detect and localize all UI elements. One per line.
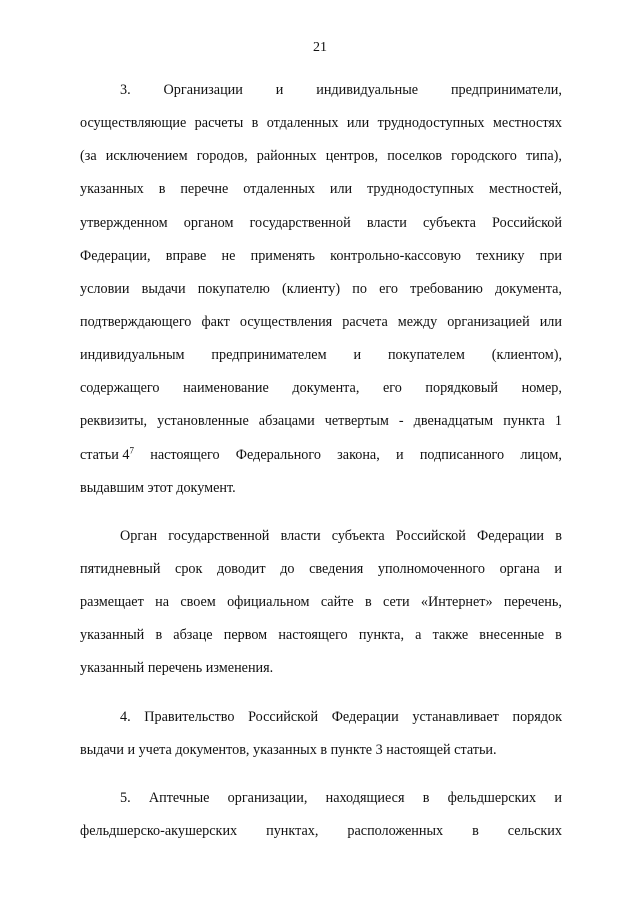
word: номер,	[521, 380, 562, 397]
word: пункта,	[358, 627, 405, 644]
word: 4.	[120, 708, 131, 725]
word: документа,	[494, 280, 562, 297]
word: в	[472, 822, 479, 839]
word: (клиентом),	[491, 347, 562, 364]
word: (клиенту)	[282, 280, 341, 297]
page-number: 21	[313, 40, 327, 55]
text-line	[80, 74, 562, 107]
text-line	[80, 701, 562, 734]
word: Российской	[248, 708, 319, 725]
word: власти	[366, 214, 407, 231]
word: в	[555, 627, 562, 644]
word: наименование	[183, 380, 269, 397]
text-line: выдачи и учета документов, указанных в пункте 3 настоящей статьи.	[80, 741, 497, 758]
word: 5.	[120, 789, 131, 806]
word: до	[280, 560, 295, 577]
word: покупателю	[197, 280, 270, 297]
word: и	[396, 446, 404, 463]
word: отдаленных	[243, 181, 315, 198]
body-text	[80, 74, 562, 848]
word: перечне	[180, 181, 229, 198]
word: применять	[250, 247, 315, 264]
text-line	[80, 815, 562, 848]
word: и	[554, 560, 562, 577]
word: расположенных	[347, 822, 444, 839]
word: не	[221, 247, 236, 264]
paragraph-4	[80, 701, 562, 767]
word: государственной	[249, 214, 351, 231]
text-line	[80, 553, 562, 586]
word: реквизиты,	[80, 413, 148, 430]
word: в	[365, 594, 372, 611]
text-line	[80, 339, 562, 372]
text-line	[80, 273, 562, 306]
word: Российской	[395, 527, 466, 544]
word: срок	[175, 560, 203, 577]
word: власти	[280, 527, 321, 544]
word: или	[346, 115, 370, 132]
text-line: выдавшим этот документ.	[80, 479, 236, 496]
word: органом	[183, 214, 234, 231]
word: факт	[201, 313, 230, 330]
text-line	[80, 207, 562, 240]
word: установленные	[157, 413, 249, 430]
paragraph-5	[80, 782, 562, 848]
word: абзаце	[173, 627, 213, 644]
text-line	[80, 306, 562, 339]
word: Организации	[163, 82, 243, 98]
word: документа,	[292, 380, 360, 397]
word: субъекта	[422, 214, 476, 231]
word: в	[422, 789, 430, 806]
word: а	[415, 627, 422, 644]
word: его	[379, 280, 398, 297]
text-line	[80, 173, 562, 206]
word: своем	[180, 594, 216, 611]
word: подтверждающего	[80, 313, 192, 330]
word: уполномоченного	[377, 560, 485, 577]
word: фельдшерских	[447, 789, 537, 806]
text-line	[80, 140, 562, 173]
word: местностях	[492, 115, 562, 132]
word: районных	[256, 148, 317, 165]
word: первом	[223, 627, 268, 644]
word: осуществляющие	[80, 115, 187, 132]
word: и	[275, 82, 284, 98]
word: размещает	[80, 594, 144, 611]
word: 3.	[120, 82, 131, 98]
word: порядок	[512, 708, 562, 725]
word: официальном	[227, 594, 310, 611]
word: в	[155, 627, 163, 644]
word: расчета	[342, 313, 388, 330]
word: вправе	[165, 247, 207, 264]
word: поселков	[387, 148, 443, 165]
word: настоящего	[150, 446, 220, 463]
word: четвертым	[324, 413, 389, 430]
text-line	[80, 520, 562, 553]
word: доводит	[216, 560, 266, 577]
word: в	[158, 181, 166, 198]
word: на	[155, 594, 169, 611]
word: условии	[80, 280, 130, 297]
word: пункта	[503, 413, 545, 430]
word: и	[353, 347, 362, 364]
word: органа	[499, 560, 540, 577]
word: исключением	[105, 148, 188, 165]
word: перечень,	[503, 594, 562, 611]
word: предприниматели,	[450, 82, 562, 98]
word: индивидуальные	[316, 82, 419, 98]
word: Орган	[120, 527, 158, 544]
word: двенадцатым	[413, 413, 494, 430]
word: «Интернет»	[420, 594, 493, 611]
word: указанных	[80, 181, 144, 198]
word: труднодоступных	[377, 115, 485, 132]
word: его	[382, 380, 402, 397]
word: Российской	[492, 214, 562, 231]
text-line	[80, 619, 562, 652]
word: типа),	[525, 148, 562, 165]
paragraph-3	[80, 74, 562, 505]
word: 1	[554, 413, 562, 430]
word: расчеты	[194, 115, 244, 132]
word: пунктах,	[266, 822, 319, 839]
word: сайте	[320, 594, 354, 611]
text-line	[80, 240, 562, 273]
word: местностей,	[488, 181, 562, 198]
word: организацией	[447, 313, 530, 330]
word: указанный	[80, 627, 145, 644]
word: индивидуальным	[80, 347, 185, 364]
word: находящиеся	[325, 789, 405, 806]
word: требованию	[410, 280, 483, 297]
word: внесенные	[479, 627, 545, 644]
word: Федерации	[477, 527, 545, 544]
text-line	[80, 107, 562, 140]
word: центров,	[325, 148, 379, 165]
word: настоящего	[278, 627, 348, 644]
word: в	[555, 527, 562, 544]
word: сельских	[507, 822, 562, 839]
word: и	[554, 789, 562, 806]
word: сведения	[309, 560, 364, 577]
word: осуществления	[239, 313, 333, 330]
word: утвержденном	[80, 214, 168, 231]
word: Федерации,	[80, 247, 151, 264]
word: порядковый	[425, 380, 499, 397]
word: контрольно-кассовую	[330, 247, 461, 264]
word: субъекта	[331, 527, 385, 544]
article-reference: статьи $4^7$	[80, 444, 135, 463]
word: лицом,	[520, 446, 562, 463]
word: сети	[383, 594, 410, 611]
word: пятидневный	[80, 560, 161, 577]
word: устанавливает	[412, 708, 499, 725]
word: государственной	[168, 527, 270, 544]
word: в	[251, 115, 259, 132]
text-line	[80, 372, 562, 405]
word: технику	[476, 247, 525, 264]
text-line	[80, 782, 562, 815]
text-line-with-superscript	[80, 439, 562, 472]
word: при	[539, 247, 562, 264]
word: содержащего	[80, 380, 160, 397]
word: городов,	[196, 148, 248, 165]
word: Правительство	[144, 708, 235, 725]
superscript: 7	[129, 444, 135, 455]
word: Федерального	[235, 446, 321, 463]
paragraph-3-second	[80, 520, 562, 686]
word: -	[398, 413, 404, 430]
word: отдаленных	[266, 115, 339, 132]
word: предпринимателем	[211, 347, 327, 364]
word: или	[329, 181, 353, 198]
word: выдачи	[141, 280, 186, 297]
word: труднодоступных	[367, 181, 474, 198]
text-line	[80, 405, 562, 438]
word: закона,	[337, 446, 380, 463]
word: по	[352, 280, 367, 297]
word: организации,	[227, 789, 308, 806]
word: городского	[451, 148, 517, 165]
text-line	[80, 586, 562, 619]
word: покупателем	[387, 347, 465, 364]
word: Аптечные	[148, 789, 210, 806]
word: также	[432, 627, 469, 644]
word: подписанного	[419, 446, 505, 463]
word: Федерации	[331, 708, 399, 725]
word: между	[397, 313, 438, 330]
word: или	[539, 313, 562, 330]
text-line: указанный перечень изменения.	[80, 660, 274, 677]
word: (за	[80, 148, 97, 165]
word: фельдшерско-акушерских	[80, 822, 238, 839]
word: абзацами	[258, 413, 315, 430]
